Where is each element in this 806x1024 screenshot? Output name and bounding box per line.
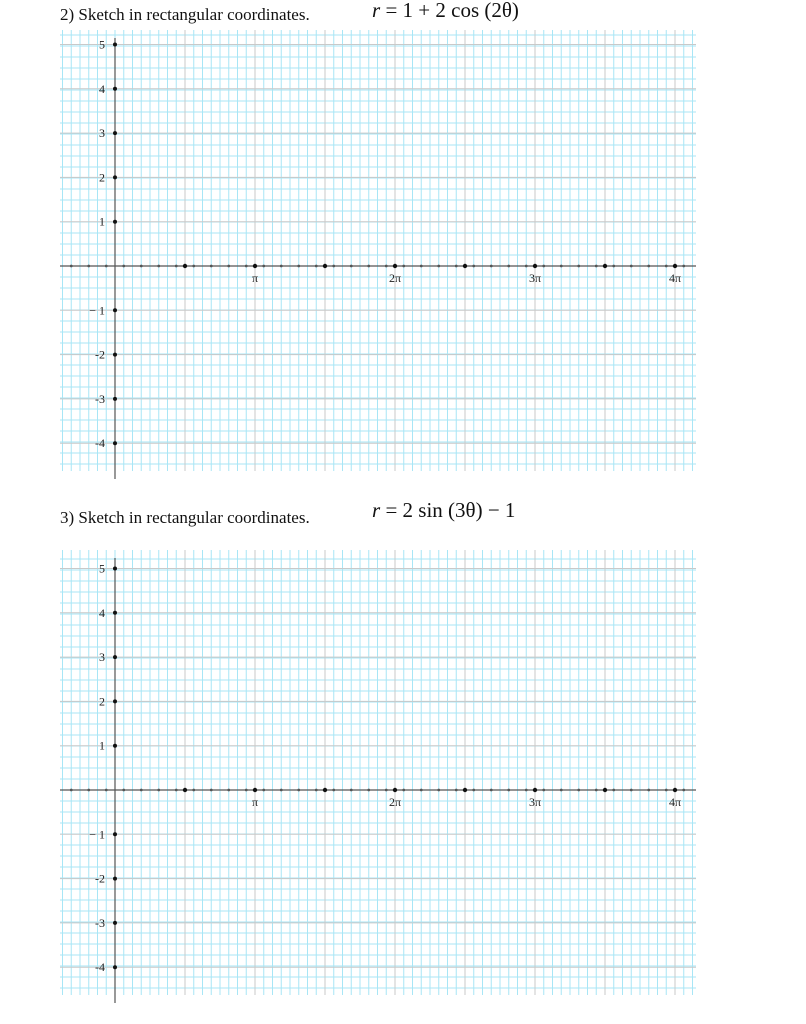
axis-dot	[612, 789, 615, 792]
axis-dot	[262, 789, 265, 792]
x-tick-label: π	[251, 271, 259, 285]
axis-dot	[157, 789, 160, 792]
axis-dot	[682, 789, 685, 792]
y-tick-label: 2	[99, 694, 105, 709]
y-tick-label: − 1	[89, 303, 105, 318]
axis-dot	[192, 789, 195, 792]
axis-dot	[385, 789, 388, 792]
y-tick-label: 5	[99, 37, 105, 52]
y-tick-label: 4	[99, 81, 105, 96]
y-tick-label: -4	[95, 960, 105, 975]
axis-dot	[595, 789, 598, 792]
equation-rhs: = 1 + 2 cos (2θ)	[385, 0, 519, 22]
y-axis-point	[113, 877, 117, 881]
y-axis-point	[113, 699, 117, 703]
axis-dot	[402, 789, 405, 792]
axis-point	[533, 788, 537, 792]
axis-dot	[87, 789, 90, 792]
axis-dot	[665, 789, 668, 792]
axis-dot	[332, 789, 335, 792]
y-tick-label: 1	[99, 738, 105, 753]
axis-dot	[472, 789, 475, 792]
axis-dot	[280, 789, 283, 792]
axis-dot	[210, 789, 213, 792]
axis-dot	[350, 789, 353, 792]
y-tick-label: 5	[99, 561, 105, 576]
x-tick-label: 4π	[668, 271, 682, 285]
axis-dot	[70, 789, 73, 792]
y-axis-point	[113, 832, 117, 836]
axis-point	[673, 788, 677, 792]
axis-point	[463, 788, 467, 792]
y-tick-label: − 1	[89, 827, 105, 842]
axis-dot	[507, 789, 510, 792]
y-tick-label: -2	[95, 347, 105, 362]
axis-dot	[420, 789, 423, 792]
axis-dot	[227, 789, 230, 792]
y-tick-label: 3	[99, 126, 105, 141]
y-axis-point	[113, 921, 117, 925]
y-tick-label: 2	[99, 170, 105, 185]
axis-dot	[630, 789, 633, 792]
axis-dot	[140, 789, 143, 792]
axis-dot	[437, 789, 440, 792]
axis-point	[603, 788, 607, 792]
axis-dot	[367, 789, 370, 792]
y-tick-label: -2	[95, 871, 105, 886]
axis-point	[323, 788, 327, 792]
y-tick-label: -4	[95, 436, 105, 451]
axis-dot	[560, 789, 563, 792]
x-tick-label: 3π	[528, 795, 542, 809]
axis-dot	[577, 789, 580, 792]
axis-dot	[315, 789, 318, 792]
x-tick-label: π	[251, 795, 259, 809]
y-tick-label: -3	[95, 915, 105, 930]
equation-rhs: = 2 sin (3θ) − 1	[385, 498, 516, 522]
minor-grid	[60, 550, 696, 995]
axis-point	[393, 788, 397, 792]
problem-3-label: 3) Sketch in rectangular coordinates.	[60, 508, 310, 527]
axis-dot	[122, 789, 125, 792]
axis-dot	[105, 789, 108, 792]
x-tick-label: 3π	[528, 271, 542, 285]
y-axis-point	[113, 611, 117, 615]
axis-dot	[175, 789, 178, 792]
axis-dot	[297, 789, 300, 792]
y-tick-label: 3	[99, 650, 105, 665]
y-tick-label: 4	[99, 605, 105, 620]
axis-point	[183, 788, 187, 792]
y-axis-point	[113, 567, 117, 571]
axis-point	[253, 788, 257, 792]
y-axis-point	[113, 965, 117, 969]
y-axis-point	[113, 655, 117, 659]
axis-dot	[525, 789, 528, 792]
problem-2-label: 2) Sketch in rectangular coordinates.	[60, 5, 310, 24]
axis-dot	[647, 789, 650, 792]
equation-variable: r	[372, 0, 381, 22]
x-tick-label: 2π	[388, 271, 402, 285]
y-tick-label: 1	[99, 214, 105, 229]
y-tick-label: -3	[95, 391, 105, 406]
axis-dot	[245, 789, 248, 792]
y-axis-point	[113, 744, 117, 748]
axis-dot	[542, 789, 545, 792]
axis-dot	[490, 789, 493, 792]
x-tick-label: 4π	[668, 795, 682, 809]
equation-variable: r	[372, 498, 381, 522]
axis-dot	[455, 789, 458, 792]
x-tick-label: 2π	[388, 795, 402, 809]
